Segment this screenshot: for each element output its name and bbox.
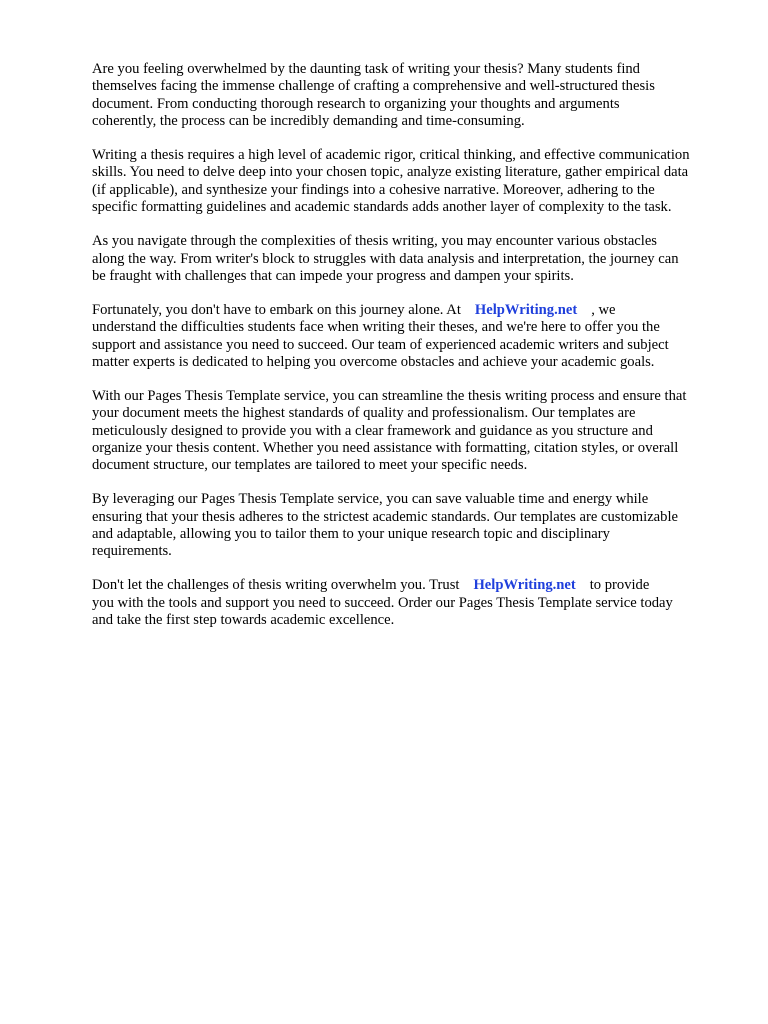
text-line: skills. You need to delve deep into your chosen topic, analyze existing literature, gather empirical data (92, 164, 689, 181)
helpwriting-link[interactable]: HelpWriting.net (474, 301, 578, 318)
text-line: (if applicable), and synthesize your findings into a cohesive narrative. Moreover, adhering to the (92, 181, 655, 198)
text-after-link: to provide (589, 577, 650, 594)
text-line: By leveraging our Pages Thesis Template service, you can save valuable time and energy while (92, 491, 649, 508)
paragraph-service (92, 388, 732, 475)
text-line: support and assistance you need to succeed. Our team of experienced academic writers and subject (92, 336, 669, 353)
paragraph-obstacles (92, 233, 732, 285)
text-line: Are you feeling overwhelmed by the daunting task of writing your thesis? Many students find (92, 61, 640, 77)
paragraph-intro (92, 61, 732, 131)
document-body (92, 61, 732, 646)
text-line: Writing a thesis requires a high level of academic rigor, critical thinking, and effective communication (92, 147, 690, 164)
paragraph-closing (92, 577, 732, 629)
text-line: themselves facing the immense challenge of crafting a comprehensive and well-structured thesis (92, 78, 655, 95)
text-line: matter experts is dedicated to helping you overcome obstacles and achieve your academic goals. (92, 353, 655, 370)
text-line: organize your thesis content. Whether you need assistance with formatting, citation styles, or overall (92, 440, 679, 457)
text-before-link: Fortunately, you don't have to embark on this journey alone. At (92, 301, 461, 318)
text-line: meticulously designed to provide you with a clear framework and guidance as you structure and (92, 422, 653, 439)
text-line: coherently, the process can be incredibly demanding and time-consuming. (92, 113, 525, 130)
text-line: As you navigate through the complexities of thesis writing, you may encounter various obstacles (92, 233, 657, 250)
text-line: document structure, our templates are tailored to meet your specific needs. (92, 457, 528, 474)
text-before-link: Don't let the challenges of thesis writing overwhelm you. Trust (92, 577, 460, 594)
text-after-link: , we (591, 301, 616, 318)
text-line: understand the difficulties students face when writing their theses, and we're here to offer you the (92, 319, 660, 336)
helpwriting-link[interactable]: HelpWriting.net (473, 577, 576, 594)
text-line: and adaptable, allowing you to tailor them to your unique research topic and disciplinary (92, 526, 610, 543)
paragraph-leveraging (92, 491, 732, 561)
text-line: along the way. From writer's block to struggles with data analysis and interpretation, the journey can (92, 250, 679, 267)
text-line: requirements. (92, 543, 172, 560)
text-line (92, 577, 732, 594)
text-line: and take the first step towards academic excellence. (92, 612, 395, 629)
text-line (92, 302, 732, 319)
paragraph-requirements (92, 147, 732, 217)
paragraph-fortunately (92, 302, 732, 372)
text-line: be fraught with challenges that can impede your progress and dampen your spirits. (92, 267, 574, 284)
text-line: you with the tools and support you need to succeed. Order our Pages Thesis Template service today (92, 594, 673, 611)
text-line: With our Pages Thesis Template service, you can streamline the thesis writing process and ensure that (92, 387, 687, 404)
text-line: document. From conducting thorough research to organizing your thoughts and arguments (92, 95, 620, 112)
text-line: ensuring that your thesis adheres to the strictest academic standards. Our templates are customizable (92, 508, 678, 525)
text-line: specific formatting guidelines and academic standards adds another layer of complexity to the task. (92, 199, 672, 216)
text-line: your document meets the highest standards of quality and professionalism. Our templates are (92, 405, 636, 422)
